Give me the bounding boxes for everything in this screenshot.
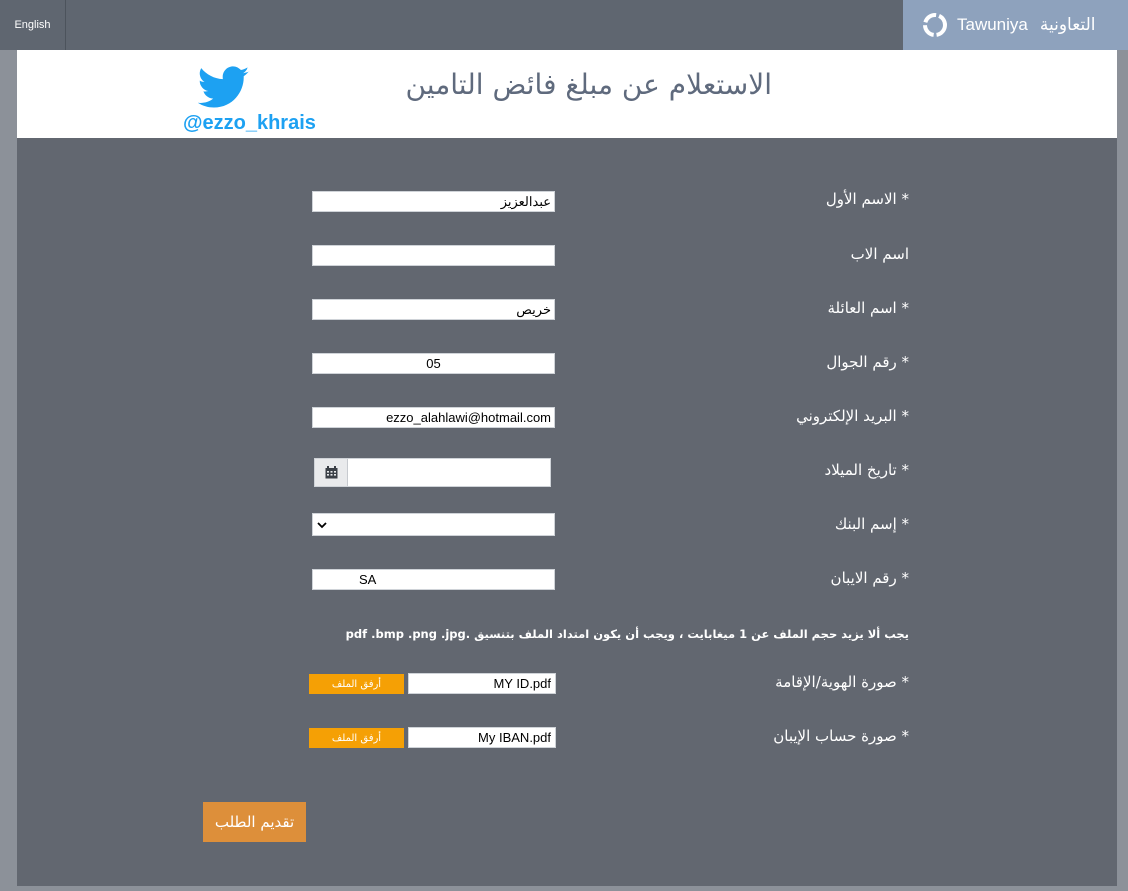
id-attach-button[interactable]: أرفق الملف [309, 674, 404, 694]
brand-name-en: Tawuniya [957, 15, 1028, 34]
birth-date-label: * تاريخ الميلاد [824, 461, 909, 479]
brand-name-ar: التعاونية [1039, 15, 1096, 35]
birth-date-picker [314, 458, 551, 487]
page-title: الاستعلام عن مبلغ فائض التامين [405, 68, 772, 101]
header-band [17, 50, 1117, 138]
calendar-icon [325, 466, 338, 479]
brand-logo[interactable] [903, 0, 1128, 50]
twitter-bird-icon [198, 66, 250, 110]
mobile-input[interactable]: 05 [312, 353, 555, 374]
calendar-button[interactable] [315, 459, 348, 486]
chevron-down-icon [317, 520, 327, 530]
family-name-label: * اسم العائلة [827, 299, 909, 317]
iban-label: * رقم الايبان [830, 569, 909, 587]
birth-date-input[interactable] [348, 459, 550, 486]
email-input[interactable]: ezzo_alahlawi@hotmail.com [312, 407, 555, 428]
father-name-input[interactable] [312, 245, 555, 266]
iban-input[interactable]: SA [312, 569, 555, 590]
id-file-name: MY ID.pdf [408, 673, 556, 694]
bank-name-label: * إسم البنك [834, 515, 909, 533]
family-name-input[interactable]: خريص [312, 299, 555, 320]
email-label: * البريد الإلكتروني [796, 407, 909, 425]
first-name-input[interactable]: عبدالعزيز [312, 191, 555, 212]
id-image-label: * صورة الهوية/الإقامة [775, 673, 909, 691]
submit-button[interactable]: تقديم الطلب [203, 802, 306, 842]
iban-file-name: My IBAN.pdf [408, 727, 556, 748]
bank-name-select[interactable] [312, 513, 555, 536]
twitter-handle: @ezzo_khrais [183, 112, 316, 134]
iban-image-label: * صورة حساب الإيبان [773, 727, 909, 745]
mobile-label: * رقم الجوال [826, 353, 909, 371]
tawuniya-logo-icon [921, 11, 949, 39]
file-requirements-note: يجب ألا يزيد حجم الملف عن 1 ميغابايت ، ويجب أن يكون امتداد الملف بتنسيق .pdf .bmp .png .jpg [345, 627, 909, 641]
form-container [17, 50, 1117, 886]
father-name-label: اسم الاب [850, 245, 909, 263]
language-toggle-button[interactable]: English [0, 0, 66, 50]
iban-attach-button[interactable]: أرفق الملف [309, 728, 404, 748]
first-name-label: * الاسم الأول [825, 190, 909, 208]
top-bar [0, 0, 1128, 50]
